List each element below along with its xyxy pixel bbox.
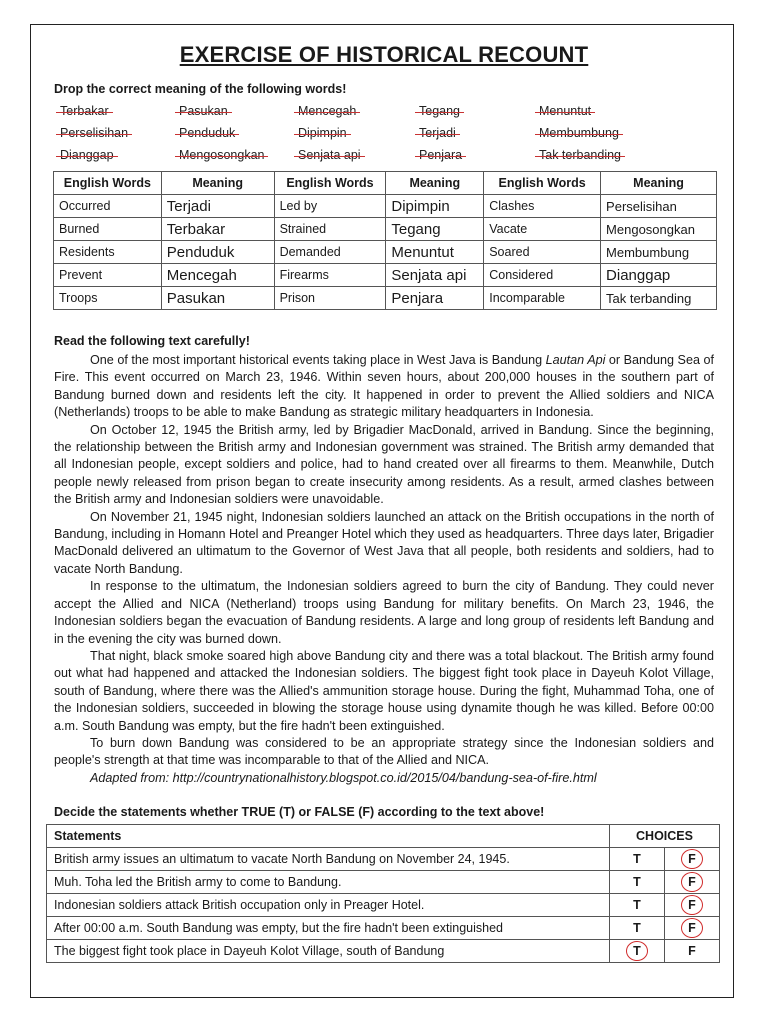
true-false-table (46, 824, 720, 963)
word-bank-row (57, 104, 677, 126)
choice-false[interactable]: F (665, 917, 720, 940)
word-bank-item: Dianggap (60, 148, 114, 162)
table-row (47, 871, 720, 894)
statement-text: The biggest fight took place in Dayeuh Kolot Village, south of Bandung (47, 940, 610, 963)
english-word: Clashes (484, 195, 601, 218)
paragraph: On October 12, 1945 the British army, led by Brigadier MacDonald, arrived in Bandung. Since the beginning, the relationship between the British army and Indonesian government was strained. The British army demanded that all Indonesian people, except soldiers and police, had to hand created over all firearms to them. Meanwhile, Dutch people newly released from prison began to create insecurity among residents. As a result, armed clashes between the British army and Indonesian soldiers were unavoidable. (54, 422, 714, 507)
meaning-answer: Penduduk (161, 241, 274, 264)
reading-passage (54, 352, 714, 787)
table-row (54, 195, 717, 218)
meaning-answer: Pasukan (161, 287, 274, 310)
word-bank-item: Penjara (419, 148, 463, 162)
word-bank-item: Penduduk (179, 126, 236, 140)
table-row (47, 894, 720, 917)
column-header: Meaning (161, 172, 274, 195)
table-row (54, 218, 717, 241)
word-bank-item: Dipimpin (298, 126, 347, 140)
table-row (47, 940, 720, 963)
choice-true[interactable]: T (610, 848, 665, 871)
table-row (54, 241, 717, 264)
word-bank-item: Mencegah (298, 104, 357, 118)
vocabulary-table (53, 171, 717, 310)
word-bank-row (57, 148, 677, 170)
english-word: Considered (484, 264, 601, 287)
paragraph-italic-term: Lautan Api (545, 353, 606, 367)
english-word: Prison (274, 287, 386, 310)
column-header: English Words (484, 172, 601, 195)
english-word: Soared (484, 241, 601, 264)
choices-header: CHOICES (610, 825, 720, 848)
table-row (54, 264, 717, 287)
statement-text: Indonesian soldiers attack British occupation only in Preager Hotel. (47, 894, 610, 917)
paragraph-text: or Bandung Sea of Fire. This event occurred on March 23, 1946. Within seven hours, about 200,000 houses in the southern part of Bandung burned down and residents left the city. It happened in order to prevent the Allied soldiers and NICA (Netherlands) troops to be able to make Bandung as strategic military headquarters in Indonesia. (54, 353, 714, 420)
meaning-answer: Terbakar (161, 218, 274, 241)
statement-text: After 00:00 a.m. South Bandung was empty, but the fire hadn't been extinguished (47, 917, 610, 940)
english-word: Demanded (274, 241, 386, 264)
word-bank-item: Perselisihan (60, 126, 129, 140)
choice-false[interactable]: F (665, 871, 720, 894)
vocab-instruction: Drop the correct meaning of the following words! (54, 82, 347, 96)
word-bank (57, 104, 677, 170)
true-false-header-row (47, 825, 720, 848)
english-word: Burned (54, 218, 162, 241)
choice-true[interactable]: T (610, 940, 665, 963)
meaning-answer: Menuntut (386, 241, 484, 264)
word-bank-item: Membumbung (539, 126, 619, 140)
word-bank-item: Tak terbanding (539, 148, 622, 162)
word-bank-item: Terjadi (419, 126, 456, 140)
english-word: Vacate (484, 218, 601, 241)
english-word: Occurred (54, 195, 162, 218)
vocabulary-header-row (54, 172, 717, 195)
paragraph: In response to the ultimatum, the Indonesian soldiers agreed to burn the city of Bandung. They could never accept the Allied and NICA (Netherland) troops using Bandung for military benefits. On March 23, 1946, the Indonesian soldiers began the evacuation of Bandung residents. A large and long group of residents left Bandung and in the evening the city was burned down. (54, 579, 714, 646)
source-citation: Adapted from: http://countrynationalhistory.blogspot.co.id/2015/04/bandung-sea-of-fire.html (90, 770, 597, 785)
word-bank-item: Mengosongkan (179, 148, 265, 162)
choice-false[interactable]: F (665, 940, 720, 963)
meaning-answer: Terjadi (161, 195, 274, 218)
meaning-answer: Senjata api (386, 264, 484, 287)
choice-true[interactable]: T (610, 894, 665, 917)
paragraph: To burn down Bandung was considered to be an appropriate strategy since the Indonesian soldiers and people's strength at that time was incomparable to that of the Allied and NICA. (54, 735, 714, 768)
paragraph: On November 21, 1945 night, Indonesian soldiers launched an attack on the British occupations in the north of Bandung, including in Homann Hotel and Preanger Hotel which they used as headquarters. Three days later, Brigadier MacDonald delivered an ultimatum to the Governor of West Java that all people, both residents and soldiers, had to vacate North Bandung. (54, 509, 714, 576)
word-bank-item: Menuntut (539, 104, 592, 118)
column-header: English Words (54, 172, 162, 195)
statements-header: Statements (47, 825, 610, 848)
meaning-answer: Perselisihan (601, 195, 717, 218)
meaning-answer: Dianggap (601, 264, 717, 287)
column-header: Meaning (601, 172, 717, 195)
page-title: EXERCISE OF HISTORICAL RECOUNT (179, 42, 589, 67)
true-false-instruction: Decide the statements whether TRUE (T) or FALSE (F) according to the text above! (54, 805, 545, 819)
english-word: Troops (54, 287, 162, 310)
meaning-answer: Membumbung (601, 241, 717, 264)
meaning-answer: Dipimpin (386, 195, 484, 218)
reading-instruction: Read the following text carefully! (54, 334, 250, 348)
word-bank-item: Tegang (419, 104, 461, 118)
table-row (47, 848, 720, 871)
choice-true[interactable]: T (610, 917, 665, 940)
meaning-answer: Mencegah (161, 264, 274, 287)
table-row (54, 287, 717, 310)
english-word: Strained (274, 218, 386, 241)
paragraph (54, 352, 714, 422)
choice-false[interactable]: F (665, 894, 720, 917)
meaning-answer: Tak terbanding (601, 287, 717, 310)
meaning-answer: Mengosongkan (601, 218, 717, 241)
statement-text: Muh. Toha led the British army to come to Bandung. (47, 871, 610, 894)
english-word: Firearms (274, 264, 386, 287)
meaning-answer: Penjara (386, 287, 484, 310)
word-bank-item: Terbakar (60, 104, 109, 118)
word-bank-row (57, 126, 677, 148)
choice-false[interactable]: F (665, 848, 720, 871)
word-bank-item: Pasukan (179, 104, 228, 118)
english-word: Residents (54, 241, 162, 264)
table-row (47, 917, 720, 940)
choice-true[interactable]: T (610, 871, 665, 894)
english-word: Prevent (54, 264, 162, 287)
paragraph-text: One of the most important historical events taking place in West Java is Bandung (90, 353, 546, 367)
english-word: Incomparable (484, 287, 601, 310)
statement-text: British army issues an ultimatum to vacate North Bandung on November 24, 1945. (47, 848, 610, 871)
column-header: English Words (274, 172, 386, 195)
column-header: Meaning (386, 172, 484, 195)
paragraph: That night, black smoke soared high above Bandung city and there was a total blackout. The British army found out what had happened and attacked the Indonesian soldiers. The biggest fight took place in Dayeuh Kolot Village, south of Bandung, where there was the Allied's ammunition storage house. During the fight, Muhammad Toha, one of the Indonesian soldiers, succeeded in blowing the storage house using dynamite though he was killed. Before 00:00 a.m. South Bandung was empty, but the fire hadn't been extinguished. (54, 648, 714, 733)
meaning-answer: Tegang (386, 218, 484, 241)
word-bank-item: Senjata api (298, 148, 361, 162)
english-word: Led by (274, 195, 386, 218)
